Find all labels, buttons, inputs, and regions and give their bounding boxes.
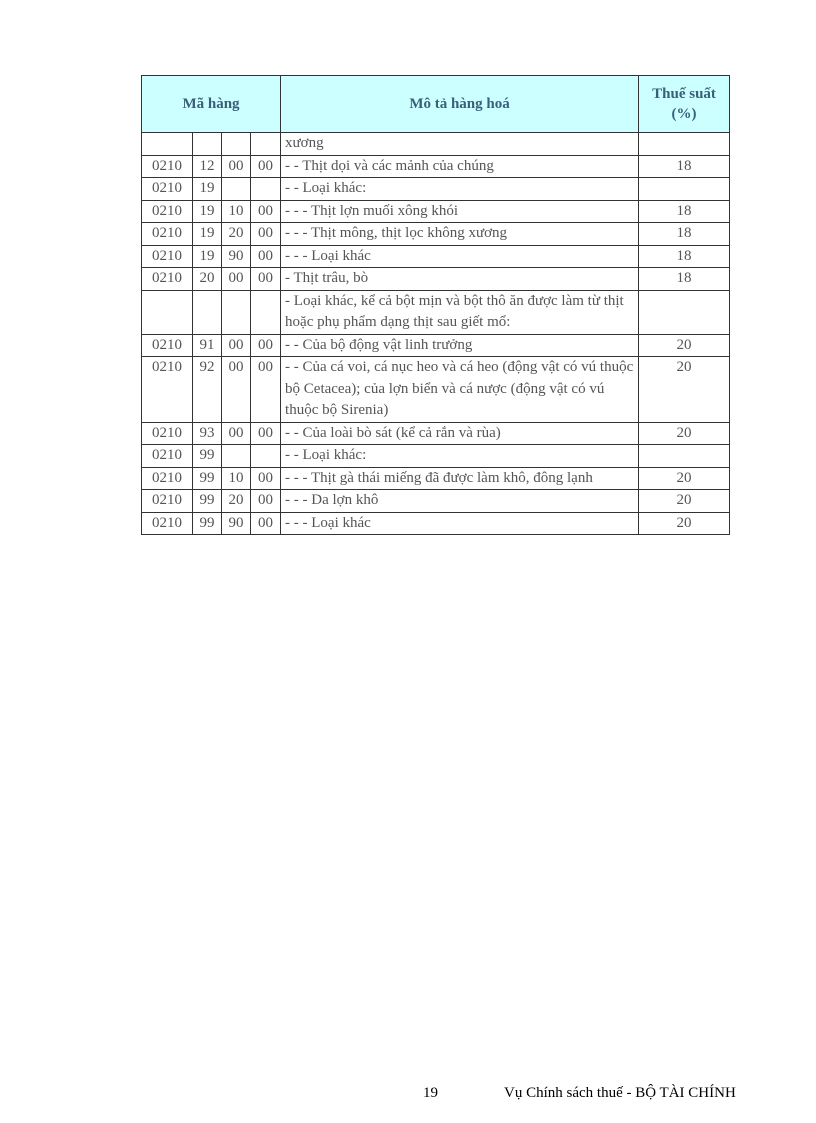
code-subheading-cell: 10 <box>222 200 251 223</box>
rate-cell: 20 <box>639 357 730 423</box>
code-heading-cell: 19 <box>193 245 222 268</box>
code-heading-cell: 19 <box>193 178 222 201</box>
description-cell: - Loại khác, kể cả bột mịn và bột thô ăn được làm từ thịt hoặc phụ phẩm dạng thịt sau giết mổ: <box>281 290 639 334</box>
code-chapter-cell: 0210 <box>142 223 193 246</box>
code-item-cell: 00 <box>251 512 281 535</box>
rate-cell: 20 <box>639 490 730 513</box>
code-heading-cell: 19 <box>193 223 222 246</box>
code-item-cell <box>251 133 281 156</box>
table-header-row <box>142 76 730 133</box>
code-item-cell <box>251 178 281 201</box>
code-heading-cell: 99 <box>193 512 222 535</box>
code-item-cell: 00 <box>251 200 281 223</box>
code-subheading-cell: 00 <box>222 268 251 291</box>
table-row <box>142 268 730 291</box>
code-chapter-cell: 0210 <box>142 422 193 445</box>
rate-cell: 20 <box>639 334 730 357</box>
code-heading-cell: 93 <box>193 422 222 445</box>
code-subheading-cell <box>222 445 251 468</box>
code-subheading-cell: 20 <box>222 223 251 246</box>
code-item-cell: 00 <box>251 357 281 423</box>
code-chapter-cell: 0210 <box>142 490 193 513</box>
code-heading-cell: 99 <box>193 445 222 468</box>
description-cell: xương <box>281 133 639 156</box>
rate-cell: 20 <box>639 512 730 535</box>
code-chapter-cell: 0210 <box>142 178 193 201</box>
page-number: 19 <box>423 1085 438 1101</box>
rate-cell: 20 <box>639 422 730 445</box>
rate-cell <box>639 178 730 201</box>
code-subheading-cell <box>222 133 251 156</box>
table-row <box>142 223 730 246</box>
code-item-cell: 00 <box>251 223 281 246</box>
description-cell: - - Loại khác: <box>281 445 639 468</box>
header-code: Mã hàng <box>142 76 281 133</box>
code-chapter-cell: 0210 <box>142 445 193 468</box>
code-heading-cell: 19 <box>193 200 222 223</box>
rate-cell: 20 <box>639 467 730 490</box>
table-row <box>142 467 730 490</box>
code-subheading-cell: 90 <box>222 512 251 535</box>
table-row <box>142 200 730 223</box>
table-row <box>142 334 730 357</box>
description-cell: - - Loại khác: <box>281 178 639 201</box>
code-heading-cell <box>193 133 222 156</box>
code-item-cell <box>251 445 281 468</box>
code-subheading-cell: 20 <box>222 490 251 513</box>
header-description: Mô tả hàng hoá <box>281 76 639 133</box>
description-cell: - - - Loại khác <box>281 512 639 535</box>
table-row <box>142 357 730 423</box>
table-row <box>142 245 730 268</box>
table-row <box>142 445 730 468</box>
code-chapter-cell: 0210 <box>142 268 193 291</box>
description-cell: - - Của bộ động vật linh trưởng <box>281 334 639 357</box>
header-rate-label: Thuế suất <box>652 86 716 102</box>
code-item-cell: 00 <box>251 268 281 291</box>
description-cell: - - - Thịt mông, thịt lọc không xương <box>281 223 639 246</box>
code-heading-cell: 91 <box>193 334 222 357</box>
description-cell: - - Thịt dọi và các mảnh của chúng <box>281 155 639 178</box>
code-chapter-cell: 0210 <box>142 245 193 268</box>
code-subheading-cell: 00 <box>222 357 251 423</box>
rate-cell <box>639 133 730 156</box>
footer-department: Vụ Chính sách thuế - BỘ TÀI CHÍNH <box>504 1085 736 1101</box>
code-chapter-cell <box>142 290 193 334</box>
code-item-cell <box>251 290 281 334</box>
description-cell: - Thịt trâu, bò <box>281 268 639 291</box>
table-row <box>142 178 730 201</box>
code-chapter-cell <box>142 133 193 156</box>
code-subheading-cell: 90 <box>222 245 251 268</box>
rate-cell: 18 <box>639 200 730 223</box>
rate-cell <box>639 290 730 334</box>
code-heading-cell: 20 <box>193 268 222 291</box>
code-heading-cell: 99 <box>193 490 222 513</box>
header-rate <box>639 76 730 133</box>
rate-cell: 18 <box>639 245 730 268</box>
rate-cell: 18 <box>639 223 730 246</box>
code-item-cell: 00 <box>251 422 281 445</box>
description-cell: - - - Loại khác <box>281 245 639 268</box>
code-subheading-cell: 00 <box>222 334 251 357</box>
code-item-cell: 00 <box>251 467 281 490</box>
code-subheading-cell <box>222 178 251 201</box>
code-subheading-cell: 00 <box>222 422 251 445</box>
description-cell: - - Của loài bò sát (kể cả rắn và rùa) <box>281 422 639 445</box>
table-row <box>142 133 730 156</box>
table-row <box>142 490 730 513</box>
code-heading-cell: 12 <box>193 155 222 178</box>
table-row <box>142 155 730 178</box>
description-cell: - - - Thịt gà thái miếng đã được làm khô, đông lạnh <box>281 467 639 490</box>
code-subheading-cell: 00 <box>222 155 251 178</box>
code-chapter-cell: 0210 <box>142 200 193 223</box>
code-chapter-cell: 0210 <box>142 334 193 357</box>
code-item-cell: 00 <box>251 155 281 178</box>
description-cell: - - - Da lợn khô <box>281 490 639 513</box>
rate-cell: 18 <box>639 268 730 291</box>
table-row <box>142 422 730 445</box>
table-body <box>142 133 730 535</box>
code-subheading-cell: 10 <box>222 467 251 490</box>
code-item-cell: 00 <box>251 334 281 357</box>
code-chapter-cell: 0210 <box>142 357 193 423</box>
description-cell: - - Của cá voi, cá nục heo và cá heo (động vật có vú thuộc bộ Cetacea); của lợn biển và cá nược (động vật có vú thuộc bộ Sirenia) <box>281 357 639 423</box>
code-heading-cell: 99 <box>193 467 222 490</box>
code-heading-cell: 92 <box>193 357 222 423</box>
code-chapter-cell: 0210 <box>142 155 193 178</box>
table-row <box>142 290 730 334</box>
table-row <box>142 512 730 535</box>
code-heading-cell <box>193 290 222 334</box>
description-cell: - - - Thịt lợn muối xông khói <box>281 200 639 223</box>
tariff-table <box>141 75 730 535</box>
code-chapter-cell: 0210 <box>142 512 193 535</box>
code-chapter-cell: 0210 <box>142 467 193 490</box>
code-item-cell: 00 <box>251 490 281 513</box>
code-item-cell: 00 <box>251 245 281 268</box>
header-rate-unit: (%) <box>671 106 697 122</box>
code-subheading-cell <box>222 290 251 334</box>
rate-cell: 18 <box>639 155 730 178</box>
rate-cell <box>639 445 730 468</box>
